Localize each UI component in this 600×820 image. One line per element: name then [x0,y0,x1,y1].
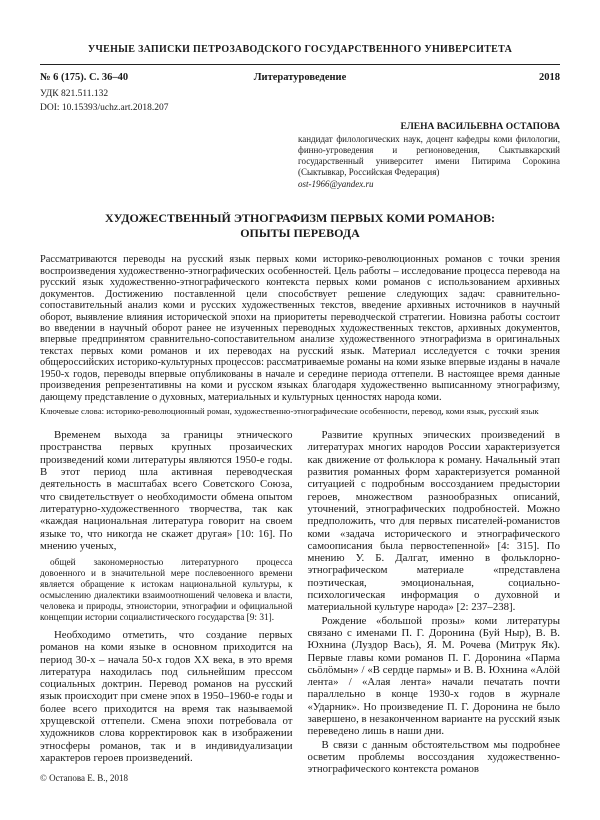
right-paragraph-2: Рождение «большой прозы» коми литературы связано с именами П. Г. Доронина (Буй Ныр), В. В. Юхнина (Луздор Вась), Я. М. Рочева (Митрук Як). Первые главы коми романов П. Г. Доронина «Парма сьöлöмын» / «В сердце пармы» и В. В. Юхнина «Алöй лента» / «Алая лента» начали печатать почти параллельно в конце 1930-х годов в журнале «Ударник». Но произведение П. Г. Доронина не было завершено, в незаконченном варианте на русский язык переведено лишь в наши дни. [307,614,560,738]
udc-code: УДК 821.511.132 [40,89,109,99]
issue-meta-row [40,72,560,83]
author-affiliation: кандидат филологических наук, доцент кафедры коми филологии, финно-угроведения и регионоведения, Сыктывкарский государственный университет имени Питирима Сорокина (Сыктывкар, Российская Федерация) [298,134,560,177]
article-title-line1: ХУДОЖЕСТВЕННЫЙ ЭТНОГРАФИЗМ ПЕРВЫХ КОМИ РОМАНОВ: [104,211,496,226]
keywords-text: Ключевые слова: историко-революционный роман, художественно-этнографические особенности, перевод, коми язык, русский язык [40,406,539,417]
abstract-text: Рассматриваются переводы на русский язык первых коми историко-революционных романов с точки зрения воспроизведения художественно-этнографических особенностей. Цель работы – исследование процесса перевода на русский язык художественно-этнографического контекста первых коми романов с использованием архивных документов. Достижению поставленной цели способствует решение следующих задач: сравнительно-сопоставительный анализ коми и русских художественных текстов, введение архивных источников в научный оборот, выявление влияния исторической эпохи на приоритеты переводческой стратегии. Новизна работы состоит во введении в научный оборот ранее не изученных переводных художественных текстов, архивных документов, впервые предпринятом сравнительно-сопоставительном анализе художественного этнографизма в оригинальных текстах первых коми романов и их переводах на русский язык. Материал исследуется с точки зрения общероссийских историко-культурных процессов: рассматриваемые романы на коми языке впервые изданы в начале 1950-х годов, переводы впервые опубликованы в начале и середине периода оттепели. В настоящее время данные произведения репрезентативны на коми и русском языках благодаря художественно выписанному этнографизму, дающему представление о духовных, материальных и культурных ценностях народа коми. [40,254,560,403]
left-paragraph-1: Временем выхода за границы этнического пространства первых крупных прозаических произведений коми литературы являются 1950-е годы. В этот период шла активная переводческая деятельность в масштабах всего Советского Союза, что свидетельствует о необходимости обмена опытом литературно-художественного творчества, так как «каждая национальная литература говорит на своем языке то, что никогда не скажет другая» [10: 16]. По мнению ученых, [40,429,293,552]
doi-code: DOI: 10.15393/uchz.art.2018.207 [40,103,169,113]
right-column [308,429,561,783]
header-rule [40,64,560,65]
author-block [298,122,560,189]
issue-number: № 6 (175). С. 36–40 [40,72,129,83]
article-title [40,211,560,241]
right-paragraph-3: В связи с данным обстоятельством мы подробнее осветим проблемы воссоздания художественно-этнографического контекста романов [307,738,560,776]
author-email: ost-1966@yandex.ru [298,178,374,189]
journal-header: УЧЕНЫЕ ЗАПИСКИ ПЕТРОЗАВОДСКОГО ГОСУДАРСТВЕННОГО УНИВЕРСИТЕТА [87,44,513,55]
article-title-line2: ОПЫТЫ ПЕРЕВОДА [240,226,360,241]
right-paragraph-1: Развитие крупных эпических произведений в литературах многих народов России характеризуется как движение от фольклора к роману. Начальный этап развития романных форм характеризуется романной ситуацией с подробным воссозданием предыстории героев, множеством разнообразных описаний, уточнений, этнографических подробностей. Можно предположить, что для первых писателей-романистов коми «задача исторического и этнографического самоописания была первостепенной» [4: 315]. По мнению У. Б. Далгат, именно в фольклорно-этнографическом материале «представлена поэтическая, эмоциональная, социально-психологическая информация о духовной и материальной культуре народа» [2: 237–238]. [307,429,560,614]
body-columns [40,429,560,783]
left-block-quote: общей закономерностью литературного процесса довоенного и в значительной мере послевоенного времени является обращение к истокам национальной культуры, к осмыслению диалектики взаимоотношений человека и власти, человека и природы, этноистории, этнографии и официальной концепции истории социалистического государства [9: 31]. [40,558,293,623]
copyright-line: © Остапова Е. В., 2018 [40,773,128,784]
author-name: ЕЛЕНА ВАСИЛЬЕВНА ОСТАПОВА [400,122,560,132]
left-column [40,429,293,783]
left-paragraph-2: Необходимо отметить, что создание первых романов на коми языке в основном приходится на период 30-х – начала 50-х годов XX века, в это время литература находилась под сильнейшим прессом социальных доктрин. Перевод романов на русский язык происходит при смене эпох в 1950–1960-е годы и более всего приходится на время так называемой хрущевской оттепели. Смена эпохи потребовала от художников слова корректировок как в изображении этносферы романов, так и в индивидуализации характеров героев произведений. [40,628,293,764]
section-label: Литературоведение [253,72,347,83]
publication-year: 2018 [539,72,560,83]
